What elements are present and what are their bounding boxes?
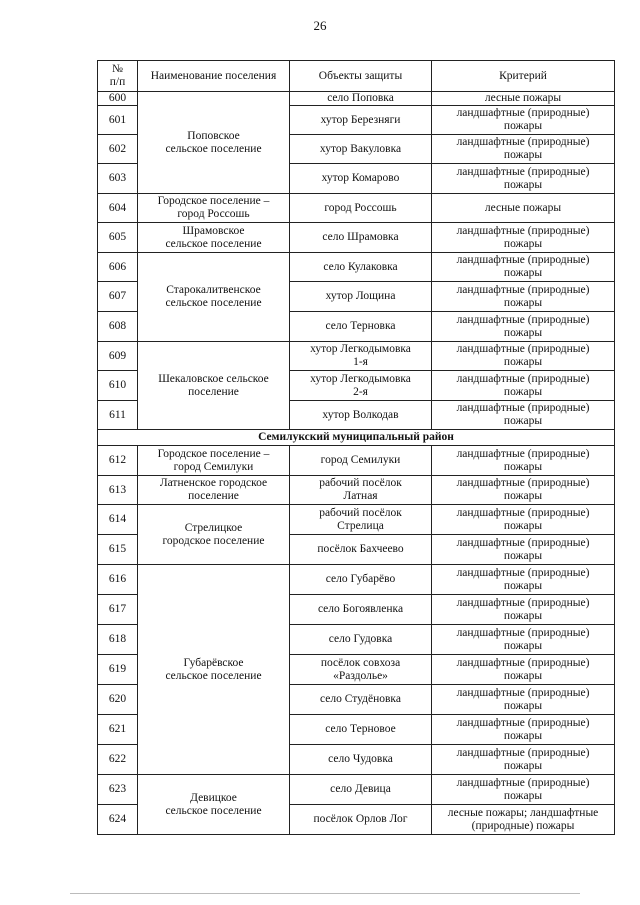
header-number: № п/п — [98, 61, 138, 92]
criterion: ландшафтные (природные) пожары — [432, 446, 615, 476]
protected-object: село Терновка — [290, 312, 432, 342]
settlement-name: Стрелицкое городское поселение — [138, 505, 290, 565]
protected-object: село Чудовка — [290, 745, 432, 775]
row-number: 601 — [98, 106, 138, 135]
protected-object: посёлок Орлов Лог — [290, 805, 432, 835]
criterion: ландшафтные (природные) пожары — [432, 715, 615, 745]
header-criterion: Критерий — [432, 61, 615, 92]
row-number: 618 — [98, 625, 138, 655]
row-number: 617 — [98, 595, 138, 625]
protected-object: рабочий посёлок Латная — [290, 476, 432, 505]
row-number: 606 — [98, 253, 138, 282]
criterion: ландшафтные (природные) пожары — [432, 253, 615, 282]
settlement-name: Шрамовское сельское поселение — [138, 223, 290, 253]
row-number: 608 — [98, 312, 138, 342]
protected-object: село Богоявленка — [290, 595, 432, 625]
footer-divider — [70, 893, 580, 894]
table-row — [98, 476, 615, 505]
criterion: ландшафтные (природные) пожары — [432, 223, 615, 253]
table-row — [98, 775, 615, 805]
criterion: ландшафтные (природные) пожары — [432, 476, 615, 505]
criterion: лесные пожары — [432, 92, 615, 106]
protected-object: хутор Березняги — [290, 106, 432, 135]
protected-object: село Поповка — [290, 92, 432, 106]
criterion: ландшафтные (природные) пожары — [432, 505, 615, 535]
protected-object: посёлок Бахчеево — [290, 535, 432, 565]
criterion: ландшафтные (природные) пожары — [432, 164, 615, 194]
protected-object: село Кулаковка — [290, 253, 432, 282]
protected-object: село Гудовка — [290, 625, 432, 655]
table-row — [98, 253, 615, 282]
row-number: 609 — [98, 342, 138, 371]
protected-object: посёлок совхоза «Раздолье» — [290, 655, 432, 685]
criterion: ландшафтные (природные) пожары — [432, 655, 615, 685]
row-number: 603 — [98, 164, 138, 194]
criterion: ландшафтные (природные) пожары — [432, 595, 615, 625]
protected-object: хутор Лощина — [290, 282, 432, 312]
table-row — [98, 92, 615, 106]
criterion: ландшафтные (природные) пожары — [432, 745, 615, 775]
protected-object: хутор Вакуловка — [290, 135, 432, 164]
page-number: 26 — [313, 18, 327, 33]
protected-object: село Губарёво — [290, 565, 432, 595]
table-row — [98, 505, 615, 535]
header-settlement: Наименование поселения — [138, 61, 290, 92]
criterion: лесные пожары; ландшафтные (природные) пожары — [432, 805, 615, 835]
criterion: лесные пожары — [432, 194, 615, 223]
criterion: ландшафтные (природные) пожары — [432, 282, 615, 312]
protected-object: село Девица — [290, 775, 432, 805]
row-number: 600 — [98, 92, 138, 106]
criterion: ландшафтные (природные) пожары — [432, 625, 615, 655]
protected-object: рабочий посёлок Стрелица — [290, 505, 432, 535]
protected-object: хутор Волкодав — [290, 401, 432, 430]
criterion: ландшафтные (природные) пожары — [432, 312, 615, 342]
row-number: 610 — [98, 371, 138, 401]
settlement-name: Старокалитвенское сельское поселение — [138, 253, 290, 342]
criterion: ландшафтные (природные) пожары — [432, 135, 615, 164]
settlement-name: Городское поселение – город Семилуки — [138, 446, 290, 476]
row-number: 605 — [98, 223, 138, 253]
row-number: 621 — [98, 715, 138, 745]
criterion: ландшафтные (природные) пожары — [432, 401, 615, 430]
criterion: ландшафтные (природные) пожары — [432, 565, 615, 595]
row-number: 607 — [98, 282, 138, 312]
section-header-row — [98, 430, 615, 446]
row-number: 614 — [98, 505, 138, 535]
row-number: 604 — [98, 194, 138, 223]
table-row — [98, 342, 615, 371]
row-number: 613 — [98, 476, 138, 505]
protected-object: село Студёновка — [290, 685, 432, 715]
protected-object: хутор Комарово — [290, 164, 432, 194]
protected-object: хутор Легкодымовка 1-я — [290, 342, 432, 371]
protected-object: город Семилуки — [290, 446, 432, 476]
row-number: 622 — [98, 745, 138, 775]
settlement-name: Шекаловское сельское поселение — [138, 342, 290, 430]
protected-object: село Шрамовка — [290, 223, 432, 253]
criterion: ландшафтные (природные) пожары — [432, 371, 615, 401]
criterion: ландшафтные (природные) пожары — [432, 775, 615, 805]
row-number: 612 — [98, 446, 138, 476]
criterion: ландшафтные (природные) пожары — [432, 685, 615, 715]
table-row — [98, 223, 615, 253]
district-title: Семилукский муниципальный район — [98, 430, 615, 446]
protected-object: хутор Легкодымовка 2-я — [290, 371, 432, 401]
criterion: ландшафтные (природные) пожары — [432, 535, 615, 565]
settlement-name: Поповское сельское поселение — [138, 92, 290, 194]
table-row — [98, 565, 615, 595]
criterion: ландшафтные (природные) пожары — [432, 106, 615, 135]
settlement-name: Городское поселение – город Россошь — [138, 194, 290, 223]
row-number: 619 — [98, 655, 138, 685]
row-number: 620 — [98, 685, 138, 715]
protected-object: город Россошь — [290, 194, 432, 223]
settlement-name: Губарёвское сельское поселение — [138, 565, 290, 775]
criterion: ландшафтные (природные) пожары — [432, 342, 615, 371]
fire-protection-table — [97, 60, 615, 835]
settlement-name: Девицкое сельское поселение — [138, 775, 290, 835]
protected-object: село Терновое — [290, 715, 432, 745]
row-number: 615 — [98, 535, 138, 565]
row-number: 624 — [98, 805, 138, 835]
row-number: 623 — [98, 775, 138, 805]
row-number: 616 — [98, 565, 138, 595]
table-header-row — [98, 61, 615, 92]
row-number: 611 — [98, 401, 138, 430]
settlement-name: Латненское городское поселение — [138, 476, 290, 505]
table-row — [98, 446, 615, 476]
row-number: 602 — [98, 135, 138, 164]
header-objects: Объекты защиты — [290, 61, 432, 92]
table-row — [98, 194, 615, 223]
